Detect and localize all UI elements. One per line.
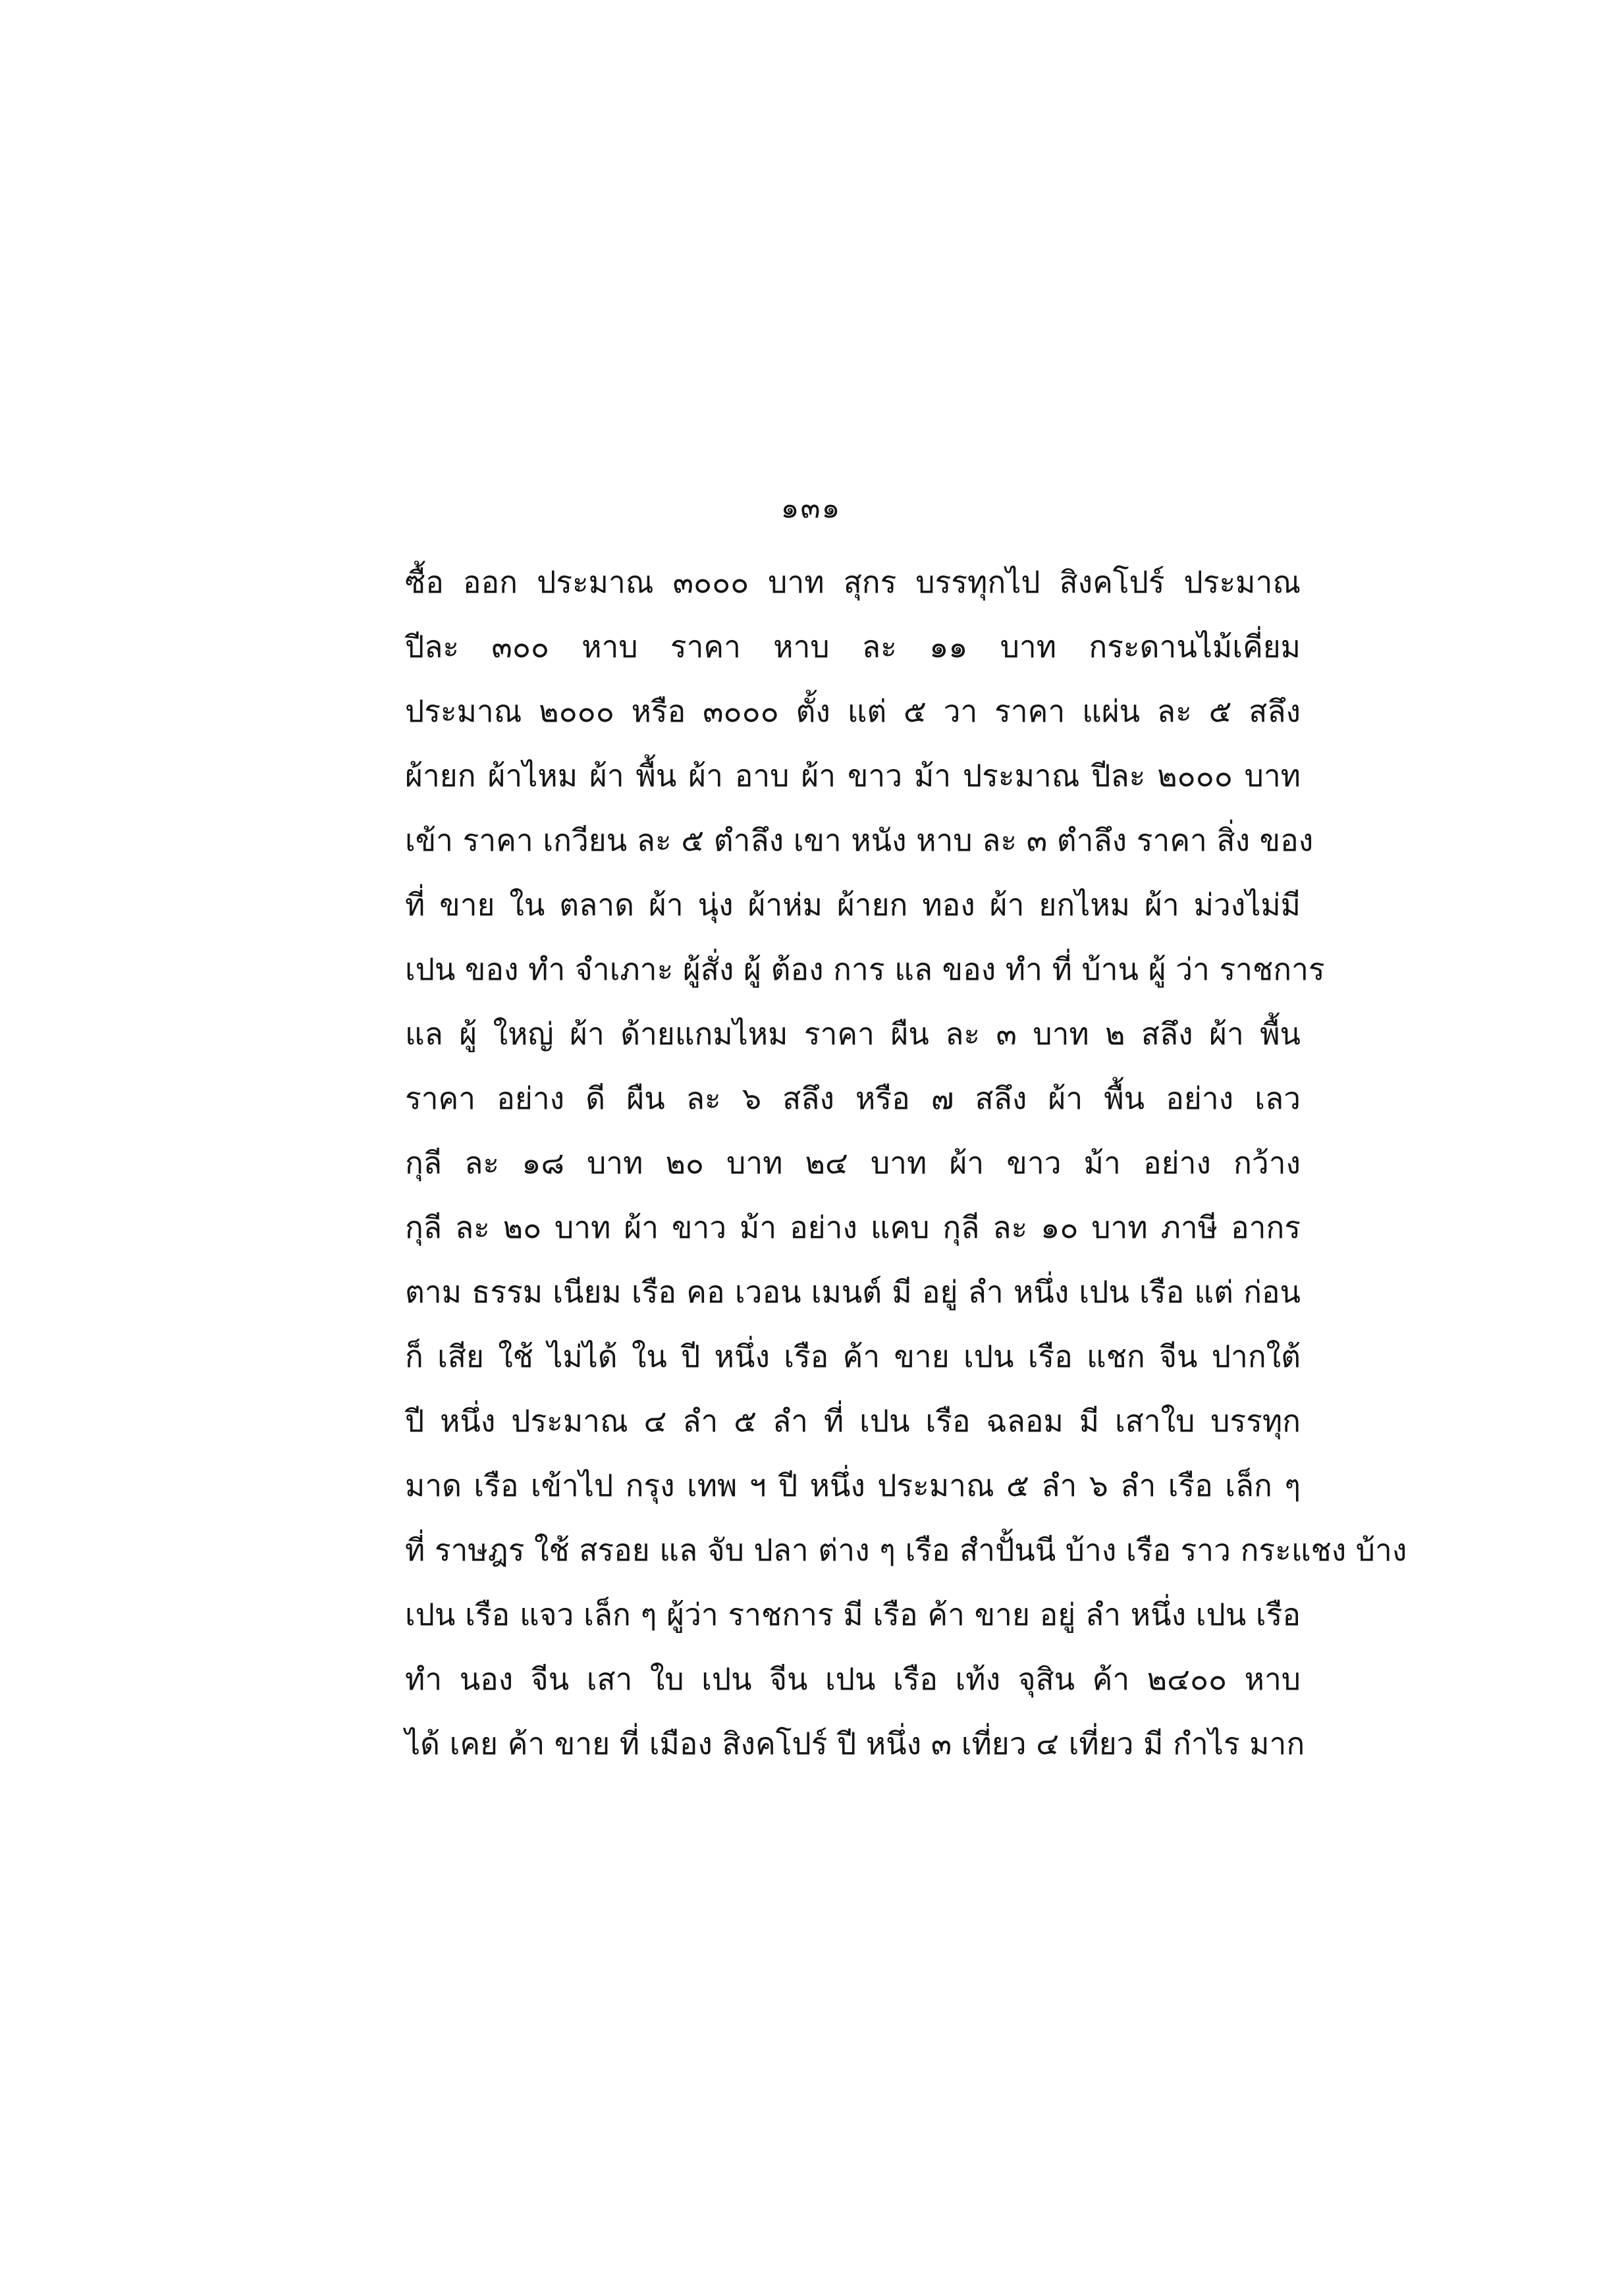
text-line: ได้ เคย ค้า ขาย ที่ เมือง สิงคโปร์ ปี หนึ่ง ๓ เที่ยว ๔ เที่ยว มี กำไร มาก <box>405 1726 1305 1761</box>
body-text <box>405 550 1407 1776</box>
text-line: เปน ของ ทำ จำเภาะ ผู้สั่ง ผู้ ต้อง การ แล ของ ทำ ที่ บ้าน ผู้ ว่า ราชการ <box>405 951 1325 987</box>
text-line: กุลี ละ ๑๘ บาท ๒๐ บาท ๒๔ บาท ผ้า ขาว ม้า อย่าง กว้าง <box>405 1145 1301 1181</box>
text-line: ประมาณ ๒๐๐๐ หรือ ๓๐๐๐ ตั้ง แต่ ๕ วา ราคา แผ่น ละ ๕ สลึง <box>405 693 1301 729</box>
text-line: ปีละ ๓๐๐ หาบ ราคา หาบ ละ ๑๑ บาท กระดานไม้เคี่ยม <box>405 629 1301 664</box>
text-line: ราคา อย่าง ดี ผืน ละ ๖ สลึง หรือ ๗ สลึง ผ้า พื้น อย่าง เลว <box>405 1081 1301 1116</box>
text-line: ที่ ราษฎร ใช้ สรอย แล จับ ปลา ต่าง ๆ เรือ สำปั้นนี บ้าง เรือ ราว กระแชง บ้าง <box>405 1532 1407 1568</box>
text-line: ทำ นอง จีน เสา ใบ เปน จีน เปน เรือ เท้ง จุสิน ค้า ๒๔๐๐ หาบ <box>405 1661 1301 1697</box>
text-line: ผ้ายก ผ้าไหม ผ้า พื้น ผ้า อาบ ผ้า ขาว ม้า ประมาณ ปีละ ๒๐๐๐ บาท <box>405 758 1301 793</box>
text-line: เปน เรือ แจว เล็ก ๆ ผู้ว่า ราชการ มี เรือ ค้า ขาย อยู่ ลำ หนึ่ง เปน เรือ <box>405 1597 1301 1632</box>
text-line: ปี หนึ่ง ประมาณ ๔ ลำ ๕ ลำ ที่ เปน เรือ ฉลอม มี เสาใบ บรรทุก <box>405 1403 1301 1439</box>
text-line: มาด เรือ เข้าไป กรุง เทพ ฯ ปี หนึ่ง ประมาณ ๕ ลำ ๖ ลำ เรือ เล็ก ๆ <box>405 1468 1301 1503</box>
text-line: แล ผู้ ใหญ่ ผ้า ด้ายแกมไหม ราคา ผืน ละ ๓ บาท ๒ สลึง ผ้า พื้น <box>405 1016 1301 1052</box>
text-line: ซื้อ ออก ประมาณ ๓๐๐๐ บาท สุกร บรรทุกไป สิงคโปร์ ประมาณ <box>405 564 1301 600</box>
text-line: ก็ เสีย ใช้ ไม่ได้ ใน ปี หนึ่ง เรือ ค้า ขาย เปน เรือ แชก จีน ปากใต้ <box>405 1339 1301 1374</box>
text-line: ที่ ขาย ใน ตลาด ผ้า นุ่ง ผ้าห่ม ผ้ายก ทอง ผ้า ยกไหม ผ้า ม่วงไม่มี <box>405 887 1301 922</box>
text-line: กุลี ละ ๒๐ บาท ผ้า ขาว ม้า อย่าง แคบ กุลี ละ ๑๐ บาท ภาษี อากร <box>405 1210 1301 1245</box>
text-line: เข้า ราคา เกวียน ละ ๕ ตำลึง เขา หนัง หาบ ละ ๓ ตำลึง ราคา สิ่ง ของ <box>405 822 1314 858</box>
page-number: ๑๓๑ <box>780 491 842 525</box>
text-line: ตาม ธรรม เนียม เรือ คอ เวอน เมนต์ มี อยู่ ลำ หนึ่ง เปน เรือ แต่ ก่อน <box>405 1274 1301 1310</box>
